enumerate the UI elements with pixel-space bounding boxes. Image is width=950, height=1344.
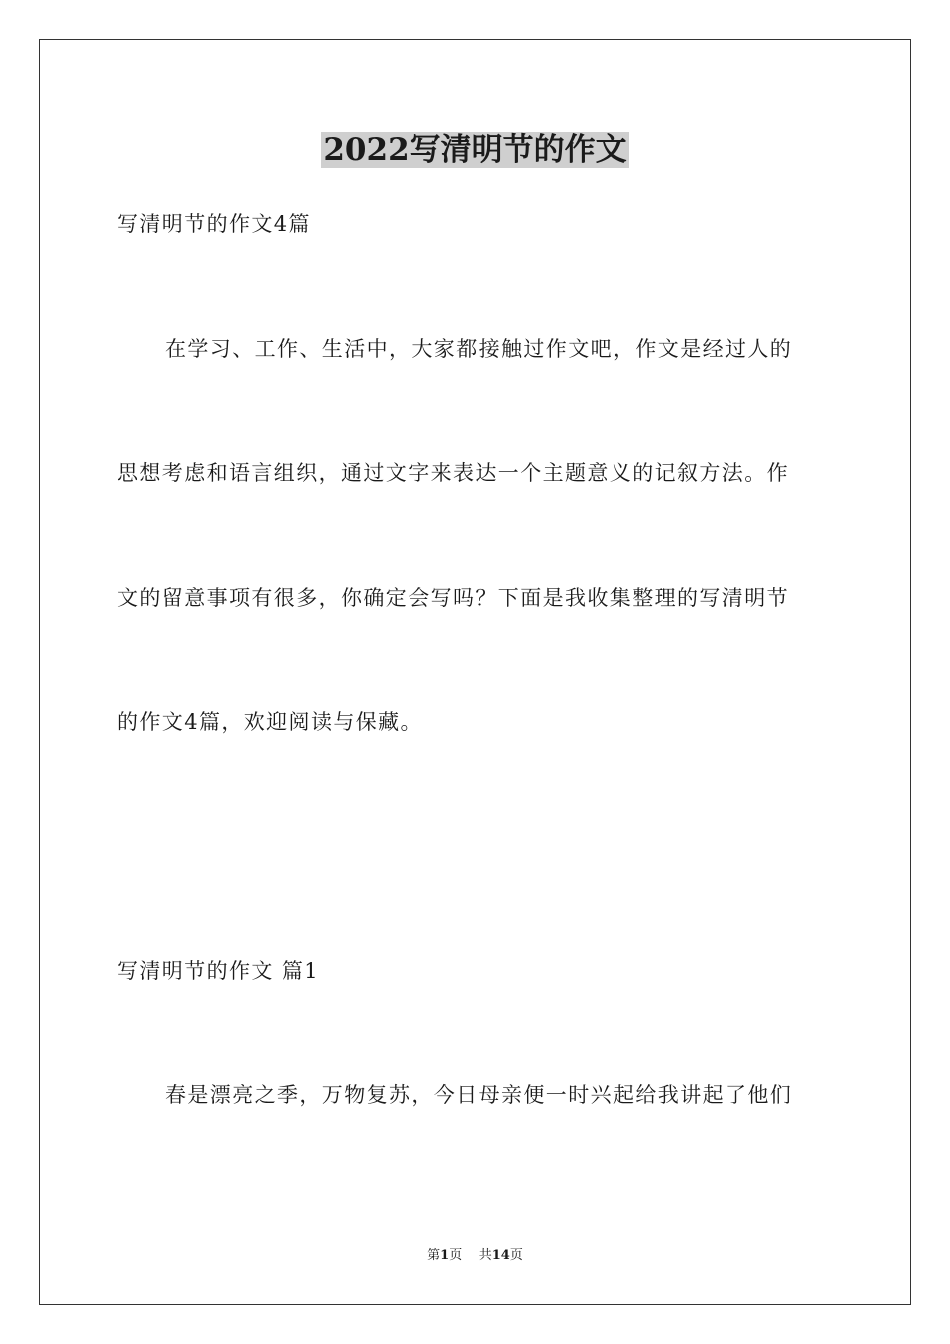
- intro-paragraph-line: 在学习、工作、生活中，大家都接触过作文吧，作文是经过人的: [165, 337, 793, 361]
- document-subtitle: 写清明节的作文4篇: [117, 212, 311, 236]
- document-title: [0, 130, 950, 170]
- page-suffix: 页: [449, 1248, 463, 1263]
- page-prefix: 第: [427, 1248, 441, 1263]
- total-prefix: 共: [478, 1248, 492, 1263]
- page-footer: [0, 1247, 950, 1265]
- intro-paragraph-line: 思想考虑和语言组织，通过文字来表达一个主题意义的记叙方法。作: [117, 461, 789, 485]
- document-title-text: 2022写清明节的作文: [323, 132, 627, 168]
- page-number: 1: [440, 1248, 450, 1263]
- total-pages: 14: [491, 1248, 510, 1263]
- section-heading: 写清明节的作文 篇1: [117, 959, 320, 983]
- section-paragraph-line: 春是漂亮之季，万物复苏，今日母亲便一时兴起给我讲起了他们: [165, 1083, 793, 1107]
- total-suffix: 页: [509, 1248, 523, 1263]
- intro-paragraph-line: 文的留意事项有很多，你确定会写吗？下面是我收集整理的写清明节: [117, 586, 789, 610]
- intro-paragraph-line: 的作文4篇，欢迎阅读与保藏。: [117, 710, 423, 734]
